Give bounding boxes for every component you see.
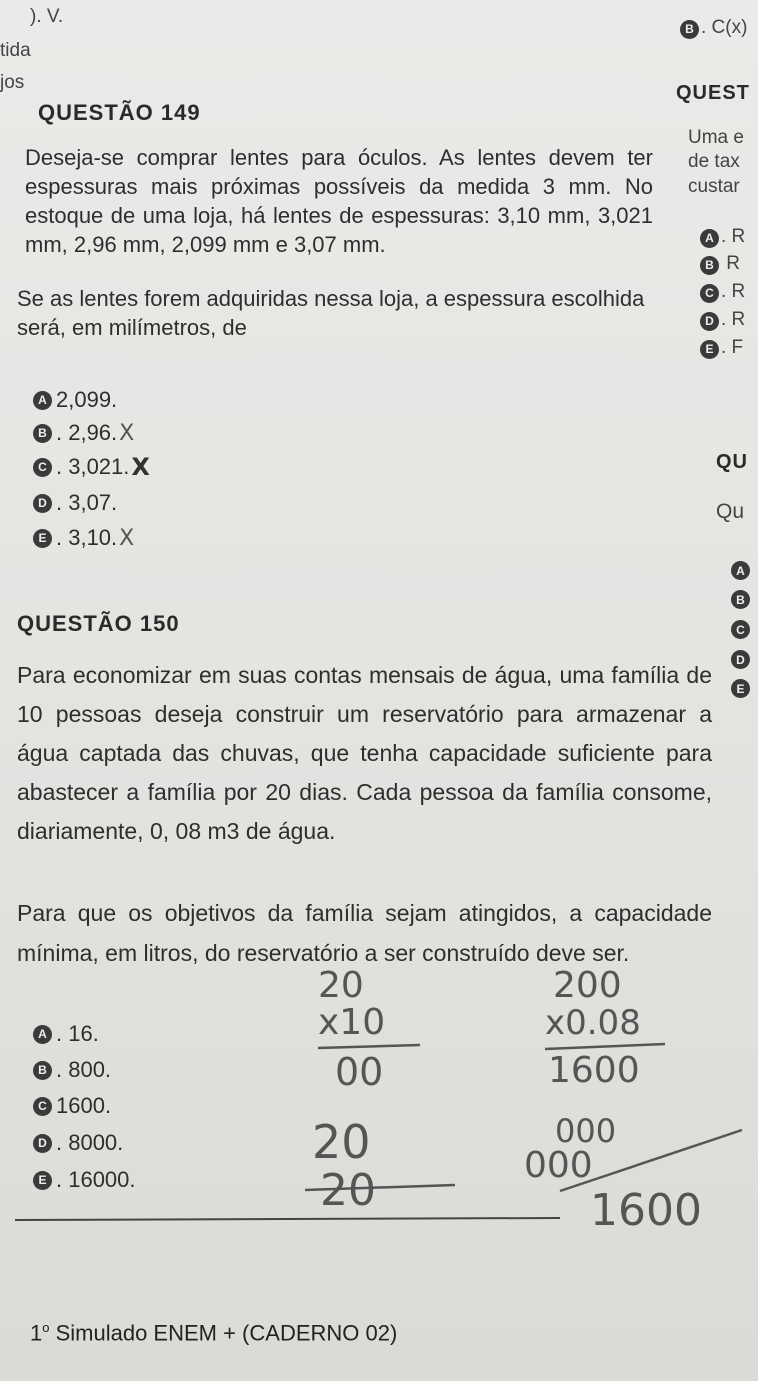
- section-divider: [15, 1218, 560, 1220]
- cross-mark: X: [119, 420, 135, 446]
- question-149-prompt: Se as lentes forem adquiridas nessa loja, a espessura escolhida será, em milímetros, de: [17, 286, 645, 340]
- option-text: 2,099.: [56, 387, 118, 412]
- right-intro-line-2: de tax: [688, 151, 740, 172]
- right-option-text: . R: [721, 226, 746, 247]
- option-letter-badge: E: [33, 1171, 52, 1190]
- option-letter-badge: D: [33, 1134, 52, 1153]
- option-letter-badge: B: [33, 1061, 52, 1080]
- option-text: . 3,07.: [56, 490, 118, 515]
- option-letter-badge: E: [700, 340, 719, 359]
- option-letter-badge: C: [731, 620, 750, 639]
- footer-ordinal: o: [42, 1320, 50, 1335]
- right-intro-line-1: Uma e: [688, 127, 744, 148]
- option-letter-badge: D: [731, 650, 750, 669]
- option-letter-badge: E: [33, 529, 52, 548]
- footer-number: 1: [30, 1320, 43, 1346]
- question-149-title: QUESTÃO 149: [38, 100, 201, 125]
- calc2-line-6: 1600: [590, 1185, 702, 1236]
- option-letter-badge: C: [700, 284, 719, 303]
- calc2-line-5: 000: [524, 1145, 593, 1186]
- calc2-line-2: x0.08: [545, 1003, 641, 1043]
- option-letter-badge: B: [731, 590, 750, 609]
- question-150-prompt: Para que os objetivos da família sejam atingidos, a capacidade mínima, em litros, do reservatório a ser construído deve ser.: [17, 900, 712, 966]
- cross-mark: X: [119, 525, 135, 551]
- option-text: . 3,021.: [56, 454, 130, 479]
- option-text: . 2,96.: [56, 420, 118, 445]
- calc1-line-3: 00: [335, 1050, 384, 1094]
- option-text: . 16.: [56, 1021, 99, 1046]
- option-text: 1600.: [56, 1093, 112, 1118]
- option-text: . 800.: [56, 1057, 112, 1082]
- right-qu-2: Qu: [716, 500, 745, 523]
- left-fragment-1: ). V.: [30, 6, 64, 27]
- option-letter-badge: C: [33, 1097, 52, 1116]
- left-fragment-2: tida: [0, 40, 31, 61]
- calc2-line-1: 200: [553, 965, 622, 1006]
- right-qu-1: QU: [716, 451, 748, 473]
- footer-text: Simulado ENEM + (CADERNO 02): [49, 1320, 398, 1346]
- option-letter-badge: A: [700, 229, 719, 248]
- right-option-text: R: [721, 253, 740, 274]
- question-149-statement: Deseja-se comprar lentes para óculos. As lentes devem ter espessuras mais próximas possíveis da medida 3 mm. No estoque de uma loja, há lentes de espessuras: 3,10 mm, 3,021 mm, 2,96 mm, 2,099 mm e 3,07 mm.: [25, 145, 653, 257]
- option-letter-badge: A: [33, 1025, 52, 1044]
- calc2-underline: [545, 1044, 665, 1049]
- calc1-underline: [318, 1045, 420, 1048]
- right-option-text: . F: [721, 337, 744, 358]
- calc1-line-4: 20: [312, 1115, 371, 1169]
- right-top-option-text: . C(x): [701, 17, 748, 38]
- option-letter-badge: C: [33, 458, 52, 477]
- option-letter-badge: D: [33, 494, 52, 513]
- option-letter-badge: A: [33, 391, 52, 410]
- option-text: . 8000.: [56, 1130, 124, 1155]
- option-letter-badge: D: [700, 312, 719, 331]
- option-text: . 3,10.: [56, 525, 118, 550]
- cross-mark: X: [131, 453, 150, 481]
- question-150-title: QUESTÃO 150: [17, 611, 180, 636]
- footer-title: [30, 1320, 397, 1346]
- question-150-statement: Para economizar em suas contas mensais de água, uma família de 10 pessoas deseja construir um reservatório para armazenar a água captada das chuvas, que tenha capacidade suficiente para abastecer a família por 20 dias. Cada pessoa da família consome, diariamente, 0, 08 m3 de água.: [17, 662, 712, 844]
- right-intro-line-3: custar: [688, 176, 740, 197]
- option-letter-badge: E: [731, 679, 750, 698]
- right-option-text: . R: [721, 281, 746, 302]
- option-letter-badge: B: [700, 256, 719, 275]
- option-letter-badge: B: [680, 20, 699, 39]
- option-letter-badge: B: [33, 424, 52, 443]
- calc2-line-3: 1600: [548, 1050, 640, 1091]
- option-text: . 16000.: [56, 1167, 136, 1192]
- option-letter-badge: A: [731, 561, 750, 580]
- calc2-line-4: 000: [555, 1112, 617, 1150]
- calc1-line-5: 20: [320, 1165, 376, 1216]
- left-fragment-3: jos: [0, 72, 25, 93]
- calc1-line-1: 20: [318, 965, 364, 1006]
- calc1-line-2: x10: [318, 1002, 386, 1043]
- right-question-title: QUEST: [676, 82, 750, 104]
- right-option-text: . R: [721, 309, 746, 330]
